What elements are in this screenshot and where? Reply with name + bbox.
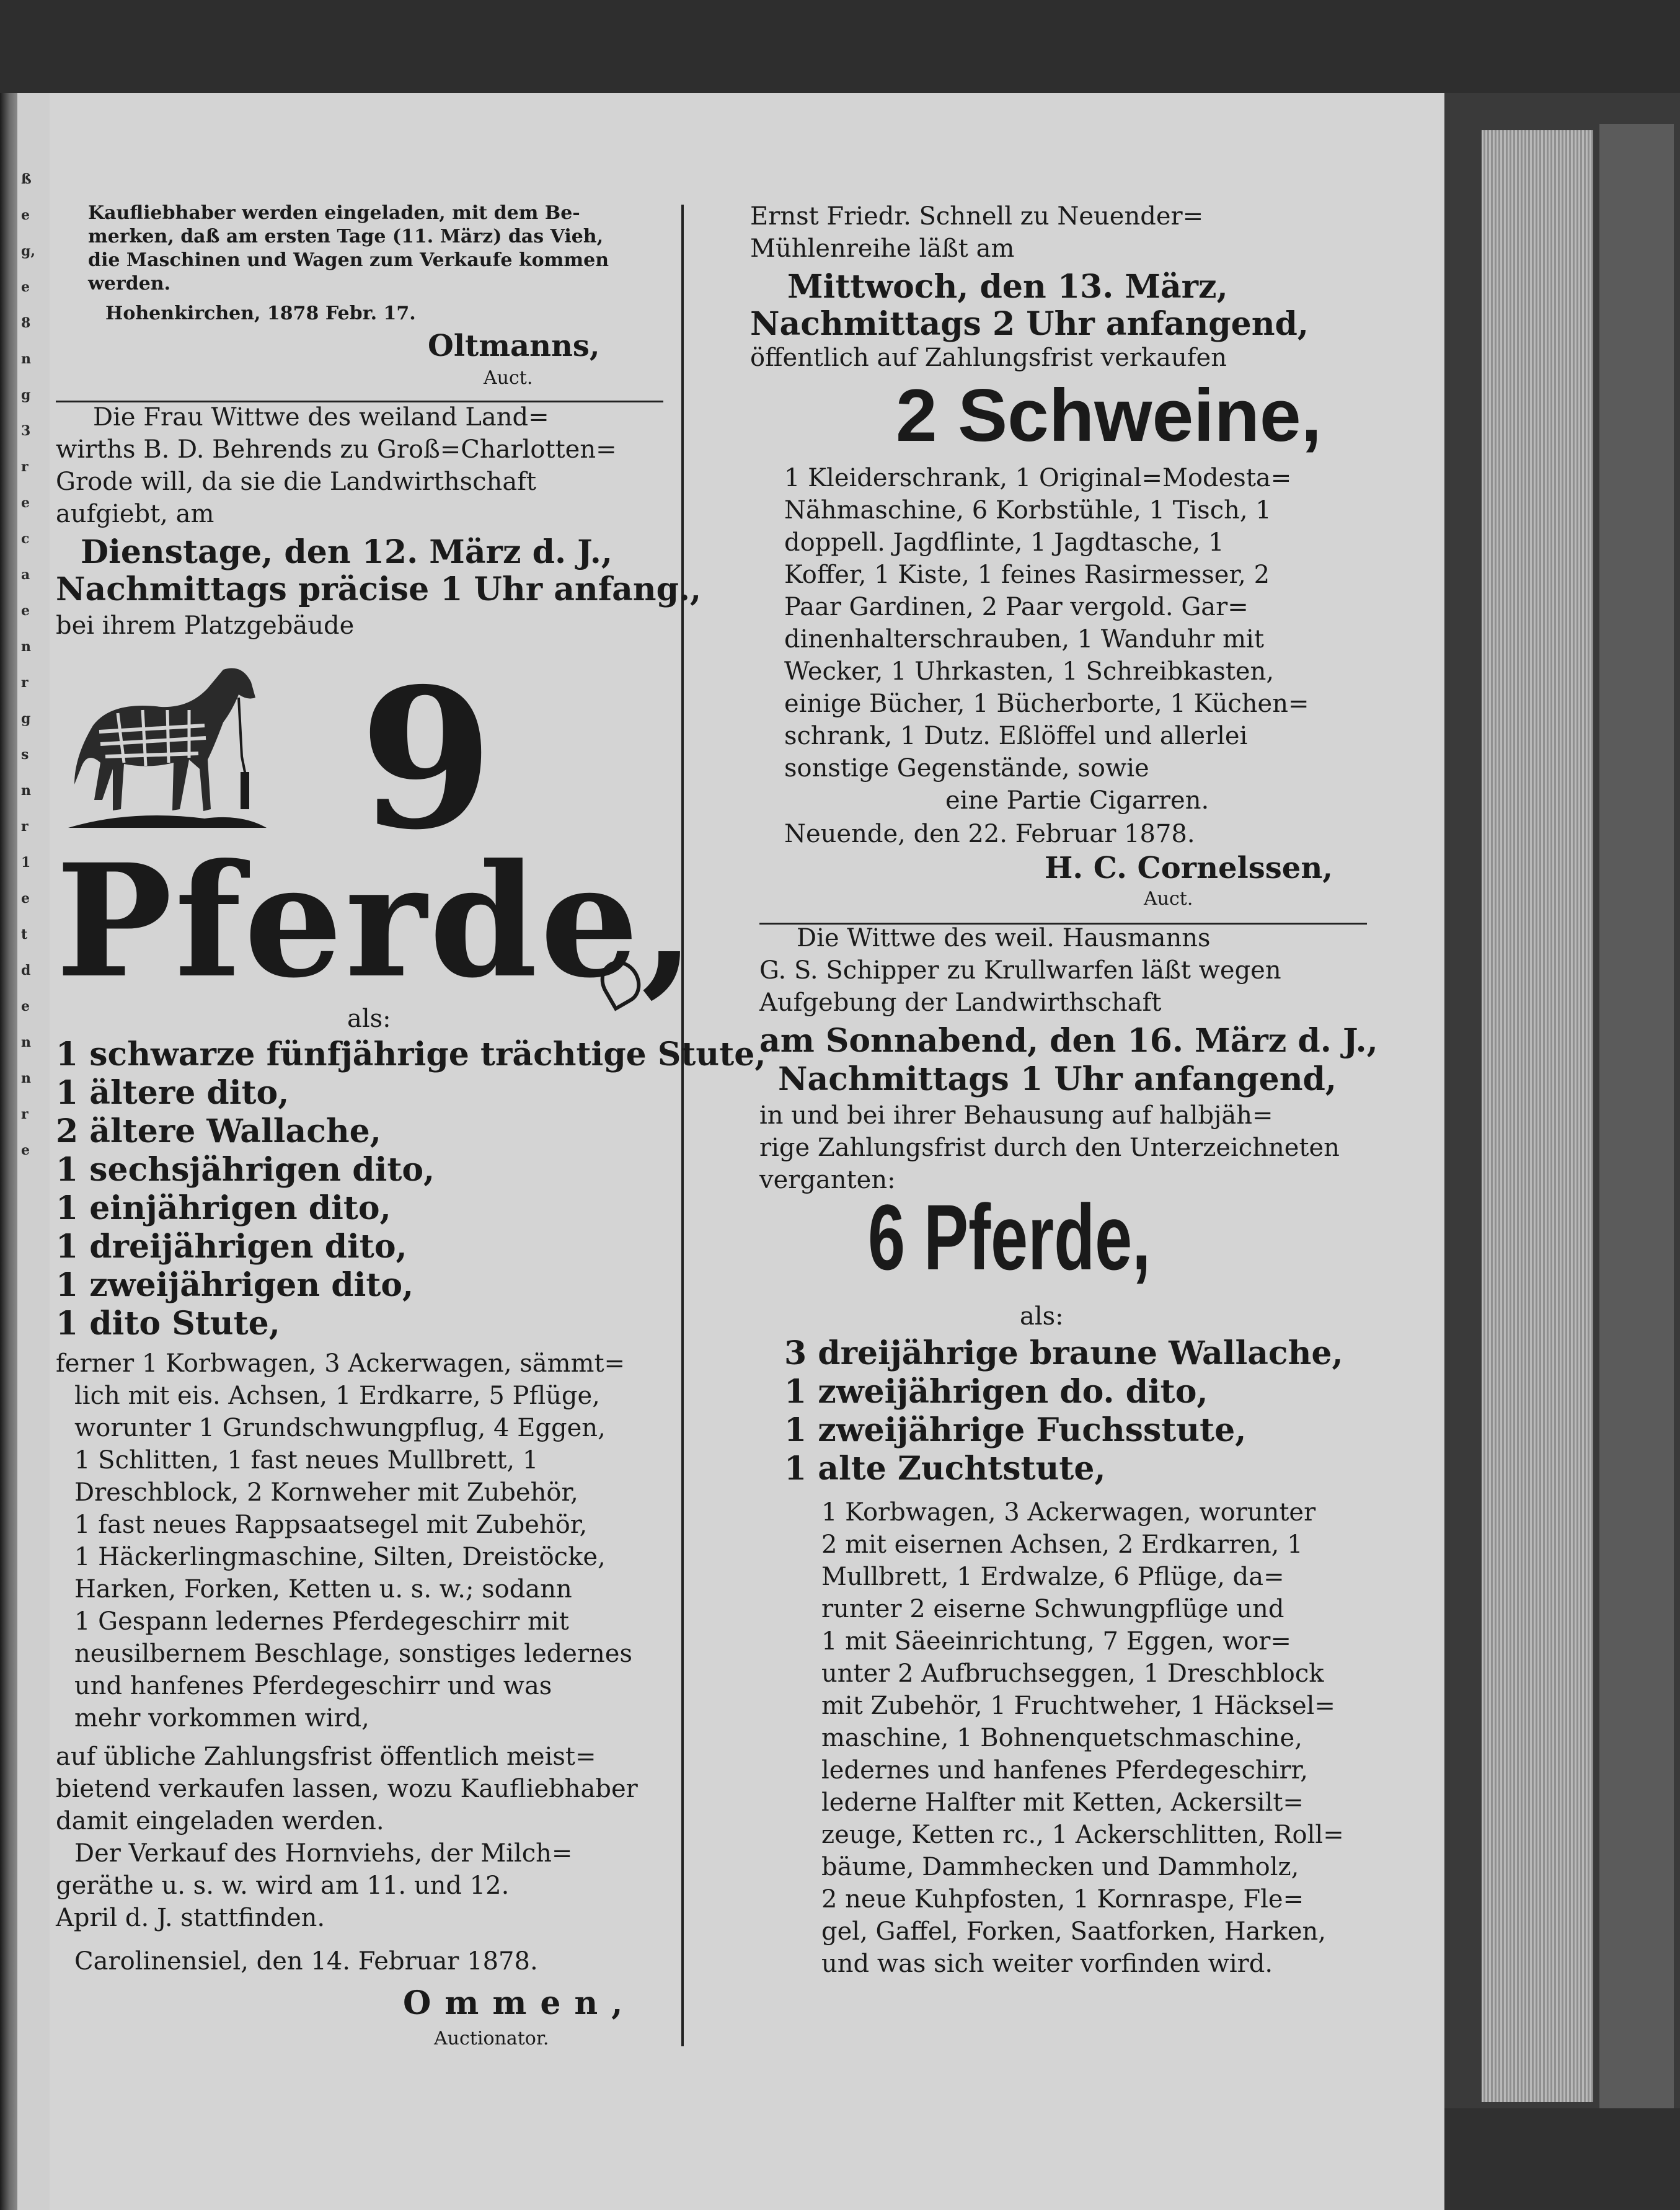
margin-fragment: n bbox=[21, 639, 31, 655]
margin-fragment: 1 bbox=[21, 854, 31, 871]
ad1-time: Nachmittags präcise 1 Uhr anfang., bbox=[56, 570, 702, 608]
margin-fragment: 3 bbox=[21, 423, 31, 439]
ad1-intro-1: Die Frau Wittwe des weiland Land= bbox=[93, 403, 549, 432]
margin-fragment: e bbox=[21, 1142, 30, 1158]
ad1-headline: Pferde, bbox=[56, 830, 698, 1012]
ad1-detail-12: mehr vorkommen wird, bbox=[74, 1704, 369, 1733]
ad1-item-2: 1 ältere dito, bbox=[56, 1074, 290, 1112]
ad2-time: Nachmittags 2 Uhr anfangend, bbox=[750, 305, 1309, 343]
ad1-date: Dienstage, den 12. März d. J., bbox=[81, 533, 612, 571]
ad2-item-11: eine Partie Cigarren. bbox=[945, 786, 1209, 815]
ad1-intro-4: aufgiebt, am bbox=[56, 500, 214, 528]
ad1-item-5: 1 einjährigen dito, bbox=[56, 1189, 391, 1227]
margin-fragment: a bbox=[21, 567, 30, 583]
ad2-place-date: Neuende, den 22. Februar 1878. bbox=[784, 820, 1195, 848]
ad3-detail-3: Mullbrett, 1 Erdwalze, 6 Pflüge, da= bbox=[821, 1563, 1284, 1591]
notice1-place-date: Hohenkirchen, 1878 Febr. 17. bbox=[105, 303, 416, 324]
margin-fragment: 8 bbox=[21, 315, 31, 331]
ad3-terms-3: verganten: bbox=[759, 1166, 896, 1194]
ad2-item-9: schrank, 1 Dutz. Eßlöffel und allerlei bbox=[784, 722, 1248, 750]
notice1-line-4: werden. bbox=[88, 273, 171, 295]
margin-fragment: r bbox=[21, 1106, 29, 1122]
notice1-line-1: Kaufliebhaber werden eingeladen, mit dem Be- bbox=[88, 202, 580, 224]
ad2-item-5: Paar Gardinen, 2 Paar vergold. Gar= bbox=[784, 593, 1249, 621]
margin-fragment: r bbox=[21, 675, 29, 691]
ad1-closing-5: geräthe u. s. w. wird am 11. und 12. bbox=[56, 1871, 510, 1900]
ad3-detail-6: unter 2 Aufbruchseggen, 1 Dreschblock bbox=[821, 1659, 1324, 1688]
ad1-role: Auctionator. bbox=[434, 2028, 549, 2049]
ad1-closing-3: damit eingeladen werden. bbox=[56, 1807, 384, 1835]
ad3-terms-2: rige Zahlungsfrist durch den Unterzeichneten bbox=[759, 1134, 1340, 1162]
ad1-closing-1: auf übliche Zahlungsfrist öffentlich meist= bbox=[56, 1742, 596, 1771]
ad2-item-7: Wecker, 1 Uhrkasten, 1 Schreibkasten, bbox=[784, 657, 1275, 686]
notice1-role: Auct. bbox=[484, 367, 533, 389]
ad3-intro-2: G. S. Schipper zu Krullwarfen läßt wegen bbox=[759, 956, 1281, 985]
ad3-detail-8: maschine, 1 Bohnenquetschmaschine, bbox=[821, 1724, 1302, 1752]
page-stack bbox=[1482, 130, 1593, 2102]
previous-page-margin bbox=[17, 93, 50, 2210]
margin-fragment: s bbox=[21, 747, 29, 763]
ad2-terms: öffentlich auf Zahlungsfrist verkaufen bbox=[750, 344, 1227, 372]
ad3-detail-14: gel, Gaffel, Forken, Saatforken, Harken, bbox=[821, 1917, 1327, 1946]
ad2-item-1: 1 Kleiderschrank, 1 Original=Modesta= bbox=[784, 464, 1292, 492]
ad1-detail-3: worunter 1 Grundschwungpflug, 4 Eggen, bbox=[74, 1414, 606, 1442]
margin-fragment: r bbox=[21, 819, 29, 835]
ad2-item-4: Koffer, 1 Kiste, 1 feines Rasirmesser, 2 bbox=[784, 561, 1270, 589]
ad2-role: Auct. bbox=[1144, 888, 1193, 910]
ad1-detail-4: 1 Schlitten, 1 fast neues Mullbrett, 1 bbox=[74, 1446, 539, 1475]
ad3-item-3: 1 zweijährige Fuchsstute, bbox=[784, 1411, 1247, 1449]
ad1-closing-4: Der Verkauf des Hornviehs, der Milch= bbox=[74, 1839, 573, 1868]
ad3-detail-2: 2 mit eisernen Achsen, 2 Erdkarren, 1 bbox=[821, 1530, 1303, 1559]
book-bottom-shadow bbox=[1444, 2108, 1680, 2210]
ad1-detail-2: lich mit eis. Achsen, 1 Erdkarre, 5 Pflüge, bbox=[74, 1382, 600, 1410]
margin-fragment: e bbox=[21, 207, 30, 223]
separator-rule bbox=[56, 401, 663, 402]
margin-fragment: n bbox=[21, 1034, 31, 1050]
ad1-closing-6: April d. J. stattfinden. bbox=[56, 1904, 325, 1932]
ad3-item-4: 1 alte Zuchtstute, bbox=[784, 1450, 1106, 1488]
ad1-detail-7: 1 Häckerlingmaschine, Silten, Dreistöcke, bbox=[74, 1543, 606, 1571]
ad3-item-2: 1 zweijährigen do. dito, bbox=[784, 1373, 1208, 1411]
ad3-detail-9: ledernes und hanfenes Pferdegeschirr, bbox=[821, 1756, 1309, 1785]
ad1-detail-8: Harken, Forken, Ketten u. s. w.; sodann bbox=[74, 1575, 572, 1604]
ad3-date: am Sonnabend, den 16. März d. J., bbox=[759, 1022, 1378, 1060]
ad3-detail-12: bäume, Dammhecken und Dammholz, bbox=[821, 1853, 1299, 1881]
ad1-detail-6: 1 fast neues Rappsaatsegel mit Zubehör, bbox=[74, 1511, 588, 1539]
margin-fragment: e bbox=[21, 495, 30, 511]
ad1-detail-11: und hanfenes Pferdegeschirr und was bbox=[74, 1672, 552, 1700]
ad1-intro-2: wirths B. D. Behrends zu Groß=Charlotten= bbox=[56, 435, 617, 464]
margin-fragment: e bbox=[21, 279, 30, 295]
newspaper-page bbox=[50, 93, 1444, 2210]
ad1-als: als: bbox=[347, 1005, 391, 1033]
ad2-signer: H. C. Cornelssen, bbox=[1045, 851, 1333, 885]
ad3-headline: 6 Pferde, bbox=[868, 1185, 1151, 1289]
ad1-item-7: 1 zweijährigen dito, bbox=[56, 1266, 414, 1304]
ad3-terms-1: in und bei ihrer Behausung auf halbjäh= bbox=[759, 1101, 1273, 1130]
margin-fragment: t bbox=[21, 926, 28, 943]
ad2-intro-1: Ernst Friedr. Schnell zu Neuender= bbox=[750, 202, 1204, 231]
ad2-intro-2: Mühlenreihe läßt am bbox=[750, 234, 1015, 263]
notice1-line-2: merken, daß am ersten Tage (11. März) das Vieh, bbox=[88, 226, 604, 247]
margin-fragment: n bbox=[21, 1070, 31, 1086]
ad3-detail-1: 1 Korbwagen, 3 Ackerwagen, worunter bbox=[821, 1498, 1316, 1527]
margin-fragment: e bbox=[21, 998, 30, 1014]
margin-fragment: d bbox=[21, 962, 31, 979]
ad1-detail-9: 1 Gespann ledernes Pferdegeschirr mit bbox=[74, 1607, 569, 1636]
ad1-item-8: 1 dito Stute, bbox=[56, 1305, 280, 1342]
ad3-intro-1: Die Wittwe des weil. Hausmanns bbox=[797, 924, 1211, 952]
ad1-item-6: 1 dreijährigen dito, bbox=[56, 1228, 407, 1266]
ad2-item-2: Nähmaschine, 6 Korbstühle, 1 Tisch, 1 bbox=[784, 496, 1271, 525]
ad3-time: Nachmittags 1 Uhr anfangend, bbox=[778, 1060, 1337, 1098]
horse-illustration bbox=[56, 651, 273, 837]
book-page-edges bbox=[1444, 93, 1680, 2210]
margin-fragment: e bbox=[21, 890, 30, 907]
margin-fragment: g bbox=[21, 711, 31, 727]
ad3-detail-7: mit Zubehör, 1 Fruchtweher, 1 Häcksel= bbox=[821, 1692, 1335, 1720]
ad3-intro-3: Aufgebung der Landwirthschaft bbox=[759, 988, 1162, 1017]
ad3-detail-11: zeuge, Ketten rc., 1 Ackerschlitten, Roll= bbox=[821, 1821, 1344, 1849]
ad3-detail-5: 1 mit Säeeinrichtung, 7 Eggen, wor= bbox=[821, 1627, 1291, 1656]
notice1-signer: Oltmanns, bbox=[428, 329, 600, 363]
ad1-place-date: Carolinensiel, den 14. Februar 1878. bbox=[74, 1947, 538, 1976]
ad1-number: 9 bbox=[360, 647, 493, 872]
ad1-detail-1: ferner 1 Korbwagen, 3 Ackerwagen, sämmt= bbox=[56, 1349, 626, 1378]
margin-fragment: n bbox=[21, 783, 31, 799]
ad1-detail-10: neusilbernem Beschlage, sonstiges ledernes bbox=[74, 1640, 632, 1668]
ad1-item-3: 2 ältere Wallache, bbox=[56, 1112, 381, 1150]
ad1-intro-3: Grode will, da sie die Landwirthschaft bbox=[56, 468, 537, 496]
ad1-closing-2: bietend verkaufen lassen, wozu Kaufliebhaber bbox=[56, 1775, 638, 1803]
ad3-detail-15: und was sich weiter vorfinden wird. bbox=[821, 1950, 1273, 1978]
notice1-line-3: die Maschinen und Wagen zum Verkaufe kommen bbox=[88, 249, 609, 271]
ad3-item-1: 3 dreijährige braune Wallache, bbox=[784, 1334, 1343, 1372]
margin-fragment: e bbox=[21, 603, 30, 619]
ad3-detail-13: 2 neue Kuhpfosten, 1 Kornraspe, Fle= bbox=[821, 1885, 1304, 1914]
margin-fragment: c bbox=[21, 531, 30, 547]
ad1-signer: Ommen, bbox=[403, 1984, 637, 2022]
ad1-detail-5: Dreschblock, 2 Kornweher mit Zubehör, bbox=[74, 1478, 578, 1507]
ad3-detail-10: lederne Halfter mit Ketten, Ackersilt= bbox=[821, 1788, 1304, 1817]
margin-fragment: g bbox=[21, 387, 31, 403]
ad2-headline: 2 Schweine, bbox=[896, 374, 1322, 457]
ad2-date: Mittwoch, den 13. März, bbox=[787, 268, 1228, 306]
ad2-item-6: dinenhalterschrauben, 1 Wanduhr mit bbox=[784, 625, 1264, 654]
ad3-als: als: bbox=[1020, 1302, 1064, 1331]
margin-fragment: ß bbox=[21, 171, 32, 187]
column-divider bbox=[681, 205, 684, 2046]
margin-fragment: n bbox=[21, 351, 31, 367]
ad2-item-8: einige Bücher, 1 Bücherborte, 1 Küchen= bbox=[784, 690, 1309, 718]
margin-fragment: g, bbox=[21, 243, 36, 259]
ad1-item-1: 1 schwarze fünfjährige trächtige Stute, bbox=[56, 1036, 766, 1073]
ad3-detail-4: runter 2 eiserne Schwungpflüge und bbox=[821, 1595, 1284, 1623]
book-spine-left bbox=[0, 93, 17, 2210]
ad1-item-4: 1 sechsjährigen dito, bbox=[56, 1151, 435, 1189]
margin-fragment: r bbox=[21, 459, 29, 475]
ad1-place: bei ihrem Platzgebäude bbox=[56, 611, 355, 640]
book-cover-edge bbox=[1599, 124, 1674, 2127]
ad2-item-3: doppell. Jagdflinte, 1 Jagdtasche, 1 bbox=[784, 528, 1224, 557]
ad2-item-10: sonstige Gegenstände, sowie bbox=[784, 754, 1149, 783]
